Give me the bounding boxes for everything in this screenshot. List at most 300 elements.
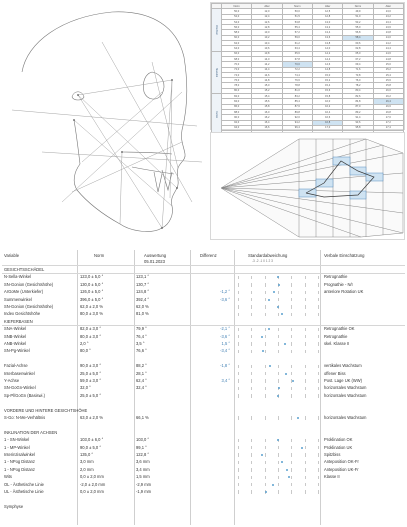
deviation-tick	[265, 461, 266, 464]
deviation-tick	[238, 387, 239, 390]
deviation-tick	[238, 416, 239, 419]
deviation-tick	[318, 291, 319, 294]
ref-col-header: Alter	[312, 4, 342, 9]
ref-cell: 13,8	[252, 51, 282, 56]
section-header	[2, 319, 405, 325]
ref-cell: 64,0	[222, 46, 252, 51]
deviation-dot	[273, 291, 275, 293]
ref-cell: 96,4	[282, 125, 312, 130]
deviation-tick	[318, 305, 319, 308]
analysis-row	[2, 371, 405, 377]
norm-value: 63,0 ± 2,0 %	[80, 415, 103, 420]
deviation-bar	[238, 274, 318, 280]
deviation-tick	[265, 276, 266, 279]
deviation-tick	[265, 483, 266, 486]
deviation-tick	[278, 461, 279, 464]
ref-cell: 78,8	[282, 83, 312, 88]
ref-cell: 14,2	[252, 62, 282, 67]
analysis-row	[2, 467, 405, 473]
deviation-tick	[291, 313, 292, 316]
ref-cell: 49,9	[343, 9, 373, 14]
analysis-row	[2, 385, 405, 391]
deviation-tick	[318, 387, 319, 390]
variable-name: SNA-Winkel	[4, 326, 27, 332]
measured-value: 32,4 °	[136, 385, 147, 391]
deviation-tick	[251, 461, 252, 464]
variable-name: 1 - NPog Distanz	[4, 459, 35, 465]
ref-cell: 14,6	[252, 72, 282, 77]
deviation-tick	[278, 379, 279, 382]
ref-cell: 65,0	[343, 51, 373, 56]
ref-cell: 16,2	[252, 115, 282, 120]
deviation-dot	[301, 447, 303, 449]
ref-cell: 78,0	[222, 83, 252, 88]
deviation-bar	[238, 289, 318, 295]
deviation-bar	[238, 445, 318, 451]
header-deviation: Standardabweichung	[248, 253, 288, 258]
deviation-tick	[305, 350, 306, 353]
ref-cell: 82,0	[222, 94, 252, 99]
deviation-tick	[251, 365, 252, 368]
deviation-tick	[265, 379, 266, 382]
variable-name: Y-Achse	[4, 378, 20, 383]
ref-cell: 67,8	[282, 56, 312, 61]
norm-value: 62,0 ± 2,0 %	[80, 304, 103, 309]
variable-name: 1 - NPog Distanz	[4, 466, 35, 472]
ref-cell: 14,0	[312, 46, 342, 51]
ref-cell: 62,0	[222, 41, 252, 46]
deviation-bar	[238, 385, 318, 391]
deviation-dot	[277, 306, 279, 308]
section-label: KIEFERBASEN	[4, 318, 33, 324]
ref-cell: 70,0	[222, 62, 252, 67]
ref-cell: 13,4	[252, 41, 282, 46]
deviation-tick	[251, 490, 252, 493]
deviation-tick	[251, 483, 252, 486]
deviation-tick	[265, 335, 266, 338]
analysis-row	[2, 459, 405, 465]
deviation-tick	[305, 394, 306, 397]
ref-cell: 17,0	[373, 115, 403, 120]
ref-cell: 14,8	[373, 56, 403, 61]
deviation-tick	[318, 446, 319, 449]
deviation-tick	[265, 365, 266, 368]
deviation-tick	[291, 276, 292, 279]
deviation-tick	[251, 298, 252, 301]
ref-col-header: Norm	[222, 4, 252, 9]
difference-value: -3,4 °	[220, 348, 230, 354]
analysis-row	[2, 430, 405, 436]
ref-cell: 72,0	[222, 67, 252, 72]
ref-cell: 15,8	[252, 104, 282, 109]
ref-cell: 74,0	[222, 72, 252, 77]
deviation-tick	[305, 468, 306, 471]
deviation-tick	[291, 342, 292, 345]
ref-cell: 16,0	[252, 109, 282, 114]
analysis-row	[2, 363, 405, 369]
ref-cell: 14,2	[312, 51, 342, 56]
deviation-tick	[238, 379, 239, 382]
deviation-tick	[305, 461, 306, 464]
ref-cell: 58,0	[222, 30, 252, 35]
ref-cell: 14,0	[252, 56, 282, 61]
ref-cell: 13,8	[312, 41, 342, 46]
norm-value: 126,0 ± 5,0 °	[80, 289, 104, 295]
ref-cell: 84,0	[222, 99, 252, 104]
ref-group-label: Skelettal	[212, 51, 222, 93]
ref-cell: 13,0	[373, 9, 403, 14]
deviation-tick	[238, 394, 239, 397]
deviation-dot	[277, 439, 279, 441]
deviation-tick	[291, 283, 292, 286]
analysis-row	[2, 304, 405, 310]
difference-value: 1,5 °	[221, 341, 230, 346]
ref-cell: 58,4	[343, 35, 373, 40]
deviation-tick	[238, 350, 239, 353]
deviation-tick	[265, 372, 266, 375]
ref-cell: 16,4	[312, 109, 342, 114]
norm-value: 32,0 °	[80, 385, 91, 391]
ref-cell: 50,0	[222, 9, 252, 14]
measured-value: 123,1 °	[136, 274, 150, 280]
ref-cell: 87,0	[343, 104, 373, 109]
ref-cell: 15,4	[252, 94, 282, 99]
analysis-row	[2, 334, 405, 340]
deviation-tick	[318, 276, 319, 279]
measured-value: 62,4 °	[136, 378, 147, 383]
deviation-dot	[278, 387, 280, 389]
interpretation: vertikales Wachstum	[324, 363, 362, 369]
deviation-tick	[305, 328, 306, 331]
interpretation: Retrognathie OK	[324, 326, 355, 332]
analysis-table	[2, 250, 405, 525]
deviation-tick	[318, 468, 319, 471]
deviation-dot	[261, 454, 263, 456]
deviation-bar	[238, 459, 318, 465]
deviation-dot	[277, 395, 279, 397]
deviation-dot	[292, 380, 294, 382]
ref-cell: 94,0	[222, 125, 252, 130]
deviation-tick	[318, 365, 319, 368]
deviation-tick	[238, 483, 239, 486]
interpretation: Anteposition OK-Fr	[324, 459, 359, 465]
ref-col-header: Alter	[373, 4, 403, 9]
deviation-tick	[318, 483, 319, 486]
ref-cell: 15,6	[373, 78, 403, 83]
deviation-tick	[318, 439, 319, 442]
deviation-tick	[265, 387, 266, 390]
ref-cell: 14,8	[312, 67, 342, 72]
ref-cell: 14,4	[373, 46, 403, 51]
interpretation: skel. Klasse II	[324, 341, 350, 346]
deviation-tick	[238, 453, 239, 456]
ref-cell: 80,0	[222, 88, 252, 93]
ref-cell: 17,2	[373, 120, 403, 125]
ref-cell: 15,8	[373, 83, 403, 88]
deviation-dot	[272, 484, 274, 486]
ref-cell: 16,6	[312, 115, 342, 120]
deviation-dot	[261, 336, 263, 338]
deviation-tick	[305, 387, 306, 390]
deviation-tick	[238, 276, 239, 279]
ref-cell: 95,8	[343, 125, 373, 130]
header-scale: -3 -2 -1 0 1 2 3	[252, 259, 273, 263]
deviation-tick	[291, 394, 292, 397]
ref-group-label: Dental	[212, 94, 222, 136]
deviation-tick	[238, 446, 239, 449]
deviation-tick	[265, 453, 266, 456]
deviation-tick	[305, 439, 306, 442]
ref-cell: 65,6	[282, 51, 312, 56]
deviation-dot	[281, 313, 283, 315]
analysis-header	[2, 250, 405, 266]
variable-name: Summenwinkel	[4, 296, 32, 302]
ref-cell: 51,5	[282, 14, 312, 19]
section-header	[2, 400, 405, 406]
deviation-tick	[251, 453, 252, 456]
ref-cell: 93,6	[343, 120, 373, 125]
ref-cell: 94,2	[282, 120, 312, 125]
norm-value: 3,0 mm	[80, 459, 94, 465]
variable-name: Wits	[4, 474, 12, 480]
measured-value: 392,4 °	[136, 296, 150, 302]
variable-name: Fazial-Achse	[4, 363, 28, 369]
deviation-bar	[238, 304, 318, 310]
deviation-tick	[305, 483, 306, 486]
ref-group-label: Weichteil	[212, 9, 222, 51]
deviation-tick	[305, 416, 306, 419]
variable-name: S-Go: N-Me-Verhältnis	[4, 415, 46, 420]
ref-cell: 85,4	[282, 99, 312, 104]
deviation-bar	[238, 282, 318, 288]
ref-cell: 17,0	[312, 125, 342, 130]
deviation-tick	[251, 276, 252, 279]
interpretation: Prognathie - N/I	[324, 281, 353, 287]
ref-col-header: Alter	[252, 4, 282, 9]
ref-cell: 83,2	[282, 94, 312, 99]
deviation-tick	[251, 387, 252, 390]
measured-value: 3,4 mm	[136, 466, 150, 472]
ref-cell: 14,6	[312, 62, 342, 67]
difference-value: -2,1 °	[220, 326, 230, 332]
deviation-tick	[305, 291, 306, 294]
deviation-tick	[291, 416, 292, 419]
deviation-tick	[278, 365, 279, 368]
ref-cell: 52,0	[222, 14, 252, 19]
measured-value: 88,2 °	[136, 363, 147, 369]
deviation-tick	[265, 416, 266, 419]
analysis-row	[2, 445, 405, 451]
analysis-row	[2, 504, 405, 510]
deviation-dot	[288, 476, 290, 478]
deviation-tick	[251, 394, 252, 397]
analysis-row	[2, 311, 405, 317]
norm-value: 25,0 ± 5,0 °	[80, 370, 101, 376]
deviation-tick	[278, 335, 279, 338]
norm-value: 135,0 °	[80, 452, 94, 457]
deviation-tick	[291, 439, 292, 442]
deviation-tick	[278, 328, 279, 331]
ref-cell: 57,2	[282, 30, 312, 35]
difference-value: -3,6 °	[220, 333, 230, 339]
deviation-tick	[291, 468, 292, 471]
deviation-tick	[238, 342, 239, 345]
deviation-tick	[251, 313, 252, 316]
deviation-tick	[251, 291, 252, 294]
ref-cell: 15,0	[373, 62, 403, 67]
ref-cell: 68,0	[222, 56, 252, 61]
deviation-tick	[318, 342, 319, 345]
ref-cell: 84,8	[343, 99, 373, 104]
ref-cell: 15,2	[373, 67, 403, 72]
cephalometric-tracing	[2, 2, 207, 239]
difference-value: -1,2 °	[220, 289, 230, 295]
deviation-tick	[238, 328, 239, 331]
variable-name: 1 - SN-Winkel	[4, 437, 30, 443]
norm-value: 103,0 ± 6,0 °	[80, 437, 104, 443]
analysis-row	[2, 282, 405, 288]
ref-cell: 13,4	[373, 19, 403, 24]
deviation-tick	[291, 490, 292, 493]
ref-cell: 70,0	[282, 62, 312, 67]
deviation-dot	[281, 461, 283, 463]
deviation-tick	[238, 372, 239, 375]
interpretation: horizontales Wachstum	[324, 392, 367, 398]
variable-name: Sp-Pl/GoGn (Basiswi.)	[4, 392, 45, 398]
measured-value: -2,9 mm	[136, 481, 152, 487]
header-variable: Variable	[4, 253, 20, 258]
variable-name: SN-Gonion (Gesichtshöhe)	[4, 281, 54, 287]
deviation-tick	[305, 342, 306, 345]
analysis-row	[2, 326, 405, 332]
ref-cell: 14,6	[373, 51, 403, 56]
deviation-tick	[251, 283, 252, 286]
variable-name: 1 - MP-Winkel	[4, 444, 30, 450]
variable-name: INKLINATION DER ACHSEN	[4, 429, 58, 435]
variable-name: ANB-Winkel	[4, 341, 27, 346]
ref-cell: 15,6	[312, 88, 342, 93]
measured-value: 28,1 °	[136, 370, 147, 376]
deviation-bar	[238, 474, 318, 480]
deviation-tick	[238, 335, 239, 338]
deviation-tick	[305, 453, 306, 456]
ref-cell: 76,0	[343, 78, 373, 83]
ref-cell: 56,8	[343, 30, 373, 35]
ref-cell: 14,4	[252, 67, 282, 72]
deviation-bar	[238, 415, 318, 421]
deviation-tick	[265, 283, 266, 286]
deviation-tick	[291, 387, 292, 390]
ref-cell: 16,0	[312, 99, 342, 104]
variable-name: UL - Ästhetische Linie	[4, 489, 44, 494]
ref-cell: 90,0	[222, 115, 252, 120]
deviation-tick	[291, 483, 292, 486]
deviation-bar	[238, 297, 318, 303]
analysis-row	[2, 415, 405, 421]
ref-cell: 92,0	[222, 120, 252, 125]
deviation-tick	[278, 298, 279, 301]
norm-value: 123,0 ± 5,0 °	[80, 274, 104, 280]
variable-name: Interbasenwinkel	[4, 370, 35, 376]
ref-cell: 87,6	[282, 104, 312, 109]
deviation-dot	[269, 365, 271, 367]
ref-cell: 12,0	[252, 9, 282, 14]
ref-cell: 12,8	[252, 25, 282, 30]
measured-value: 76,4 °	[136, 333, 147, 339]
deviation-tick	[251, 379, 252, 382]
analysis-row	[2, 452, 405, 458]
measured-value: 1,5 mm	[136, 474, 150, 480]
ref-cell: 12,5	[312, 9, 342, 14]
deviation-dot	[286, 469, 288, 471]
ref-cell: 13,0	[252, 30, 282, 35]
ref-cell: 61,2	[282, 41, 312, 46]
ref-cell: 16,6	[373, 104, 403, 109]
deviation-tick	[265, 328, 266, 331]
deviation-tick	[265, 342, 266, 345]
ref-cell: 80,4	[343, 88, 373, 93]
ref-cell: 14,0	[373, 35, 403, 40]
norm-value: -2,0 ± 2,0 mm	[80, 481, 106, 487]
deviation-tick	[278, 350, 279, 353]
deviation-tick	[291, 365, 292, 368]
deviation-tick	[278, 468, 279, 471]
ref-cell: 92,0	[282, 115, 312, 120]
norm-value: 25,0 ± 5,0 °	[80, 392, 101, 398]
ref-cell: 16,4	[373, 99, 403, 104]
variable-name: SNB-Winkel	[4, 333, 27, 339]
deviation-dot	[285, 373, 287, 375]
deviation-bar	[238, 393, 318, 399]
reference-table-grid	[211, 3, 404, 136]
deviation-tick	[251, 476, 252, 479]
deviation-tick	[265, 291, 266, 294]
measured-value: 130,7 °	[136, 281, 150, 287]
measured-value: 103,0 °	[136, 437, 150, 443]
deviation-tick	[318, 372, 319, 375]
interpretation: Klasse II	[324, 474, 340, 480]
deviation-tick	[238, 490, 239, 493]
deviation-tick	[305, 313, 306, 316]
deviation-bar	[238, 467, 318, 473]
norm-value: 80,0 ± 3,0 %	[80, 311, 103, 317]
measured-value: 66,1 %	[136, 415, 149, 420]
ref-cell: 15,0	[312, 72, 342, 77]
interpretation: Proklination OK	[324, 437, 353, 443]
deviation-tick	[291, 453, 292, 456]
deviation-tick	[265, 313, 266, 316]
section-label: GESICHTSSCHÄDEL	[4, 267, 45, 272]
measured-value: 122,8 °	[136, 452, 150, 457]
deviation-tick	[318, 335, 319, 338]
norm-value: 82,0 ± 3,0 °	[80, 326, 101, 332]
variable-name: OL - Ästhetische Linie	[4, 481, 44, 487]
norm-value: 80,0 ± 3,0 °	[80, 333, 101, 339]
ref-cell: 14,8	[252, 78, 282, 83]
ref-cell: 16,8	[373, 109, 403, 114]
deviation-tick	[278, 416, 279, 419]
deviation-dot	[268, 299, 270, 301]
ref-cell: 15,6	[252, 99, 282, 104]
deviation-tick	[251, 446, 252, 449]
deviation-tick	[305, 276, 306, 279]
difference-value: -1,8 °	[220, 363, 230, 369]
ref-cell: 63,4	[282, 46, 312, 51]
ref-cell: 76,0	[222, 78, 252, 83]
deviation-tick	[251, 416, 252, 419]
deviation-tick	[278, 313, 279, 316]
deviation-tick	[251, 305, 252, 308]
